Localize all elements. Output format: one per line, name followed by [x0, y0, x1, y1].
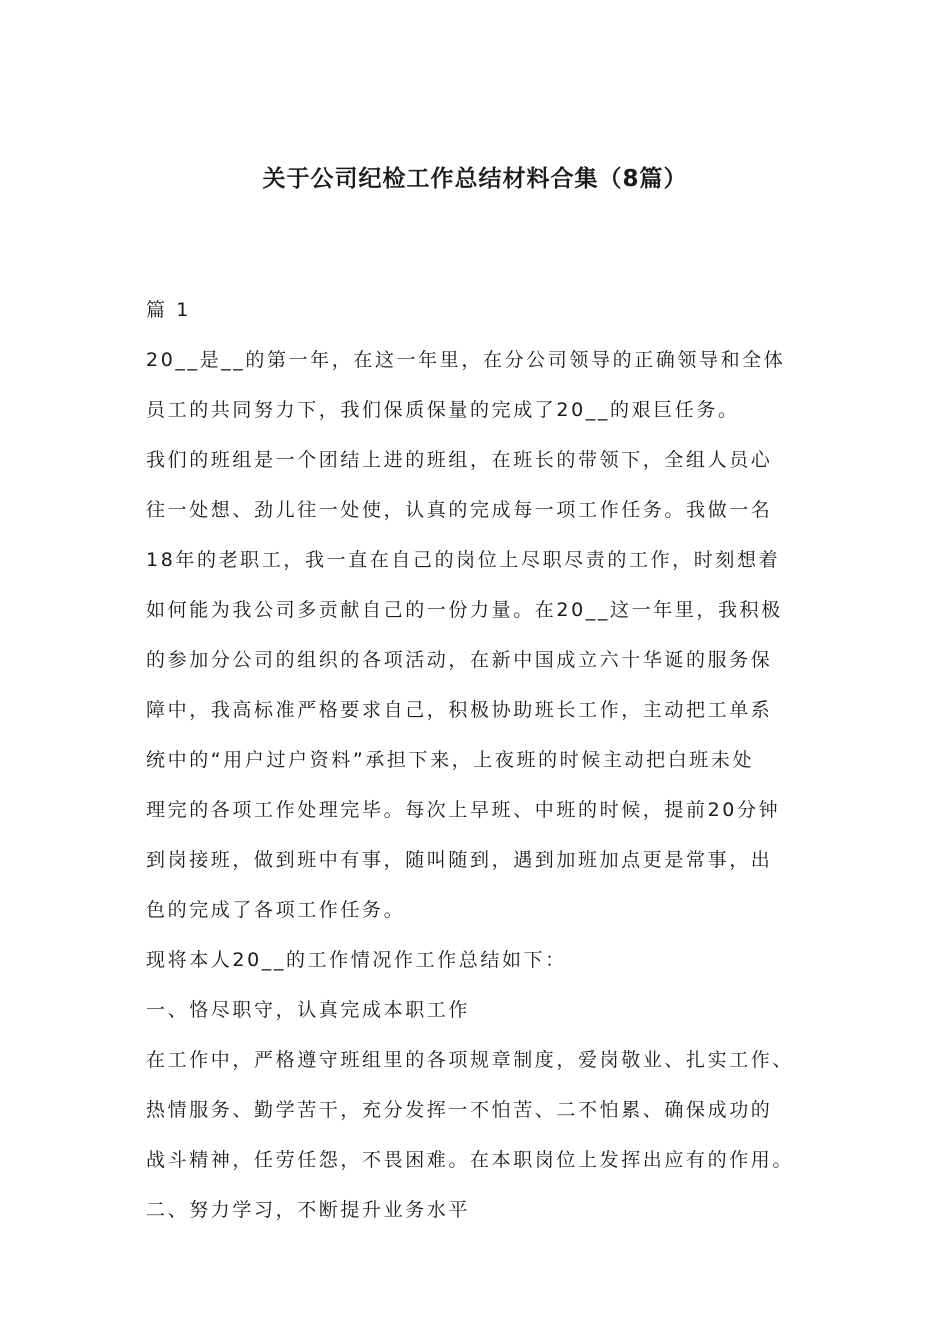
subheading-1: 一、恪尽职守，认真完成本职工作	[146, 999, 471, 1021]
body-line: 20__是__的第一年，在这一年里，在分公司领导的正确领导和全体	[146, 349, 786, 371]
body-line: 我们的班组是一个团结上进的班组，在班长的带领下，全组人员心	[146, 449, 773, 471]
body-line: 18年的老职工，我一直在自己的岗位上尽职尽责的工作，时刻想着	[146, 549, 781, 571]
section-heading-1: 篇 1	[146, 299, 191, 321]
body-line: 理完的各项工作处理完毕。每次上早班、中班的时候，提前20分钟	[146, 799, 781, 821]
body-line: 障中，我高标准严格要求自己，积极协助班长工作，主动把工单系	[146, 699, 773, 721]
body-line: 如何能为我公司多贡献自己的一份力量。在20__这一年里，我积极	[146, 599, 783, 621]
body-line: 热情服务、勤学苦干，充分发挥一不怕苦、二不怕累、确保成功的	[146, 1099, 773, 1121]
body-line: 战斗精神，任劳任怨，不畏困难。在本职岗位上发挥出应有的作用。	[146, 1149, 795, 1171]
document-title: 关于公司纪检工作总结材料合集（8篇）	[262, 166, 688, 192]
body-line: 在工作中，严格遵守班组里的各项规章制度，爱岗敬业、扎实工作、	[146, 1049, 795, 1071]
body-line: 到岗接班，做到班中有事，随叫随到，遇到加班加点更是常事，出	[146, 849, 773, 871]
body-line: 往一处想、劲儿往一处使，认真的完成每一项工作任务。我做一名	[146, 499, 773, 521]
document-body	[146, 285, 836, 1235]
body-line: 员工的共同努力下，我们保质保量的完成了20__的艰巨任务。	[146, 399, 740, 421]
body-line: 的参加分公司的组织的各项活动，在新中国成立六十华诞的服务保	[146, 649, 773, 671]
body-line: 统中的“用户过户资料”承担下来，上夜班的时候主动把白班未处	[146, 749, 755, 771]
subheading-2: 二、努力学习，不断提升业务水平	[146, 1199, 471, 1221]
body-line: 色的完成了各项工作任务。	[146, 899, 406, 921]
body-line: 现将本人20__的工作情况作工作总结如下：	[146, 949, 567, 971]
